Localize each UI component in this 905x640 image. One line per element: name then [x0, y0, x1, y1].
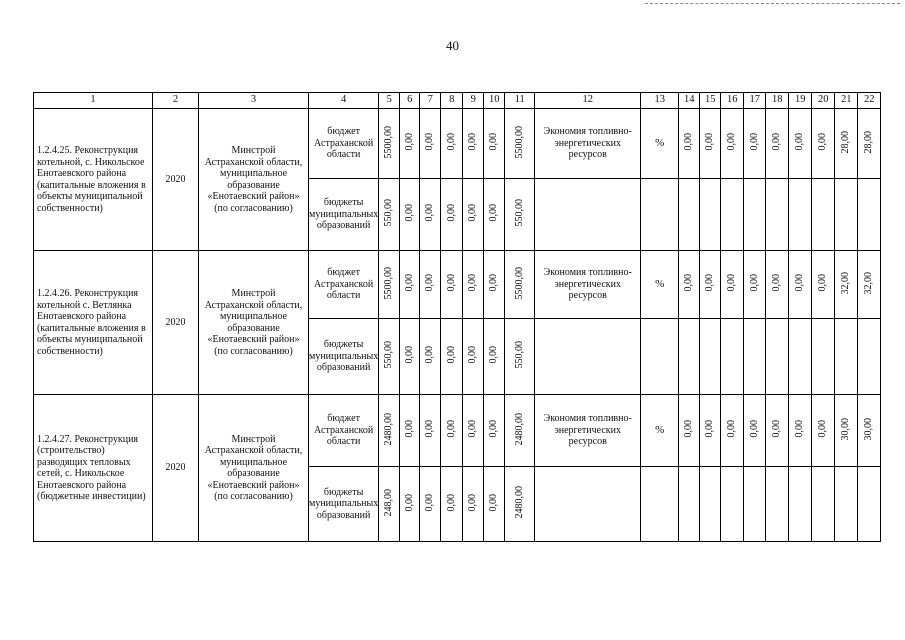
target-cell — [766, 395, 789, 467]
target-value: 30,00 — [863, 417, 875, 440]
empty-cell — [700, 319, 721, 395]
funding-cell — [484, 109, 505, 179]
funding-cell — [505, 467, 535, 542]
funding-cell — [505, 109, 535, 179]
target-value: 30,00 — [840, 417, 852, 440]
col-header: 19 — [789, 93, 812, 109]
empty-cell — [766, 319, 789, 395]
target-value: 0,00 — [704, 420, 716, 438]
col-header: 20 — [812, 93, 835, 109]
empty-cell — [789, 319, 812, 395]
target-cell — [858, 109, 881, 179]
funding-value: 550,00 — [513, 341, 525, 369]
table-row — [34, 251, 881, 319]
col-header: 14 — [679, 93, 700, 109]
target-cell — [744, 395, 766, 467]
target-cell — [789, 395, 812, 467]
target-cell — [700, 251, 721, 319]
funding-value: 550,00 — [383, 341, 395, 369]
funding-value: 5500,00 — [513, 125, 525, 158]
empty-cell — [535, 467, 641, 542]
empty-cell — [721, 179, 744, 251]
empty-cell — [721, 319, 744, 395]
unit-cell: % — [641, 251, 679, 319]
unit-cell: % — [641, 109, 679, 179]
col-header: 7 — [420, 93, 441, 109]
year-cell: 2020 — [153, 109, 199, 251]
funding-cell — [484, 319, 505, 395]
funding-value: 0,00 — [445, 420, 457, 438]
indicator-cell: Экономия топливно-энергетических ресурсов — [535, 395, 641, 467]
funding-value: 5500,00 — [383, 266, 395, 299]
funding-value: 0,00 — [488, 204, 500, 222]
funding-value: 0,00 — [403, 493, 415, 511]
target-value: 0,00 — [771, 274, 783, 292]
funding-source: бюджет Астраханской области — [309, 251, 379, 319]
target-value: 0,00 — [704, 274, 716, 292]
funding-value: 5500,00 — [383, 125, 395, 158]
col-header: 15 — [700, 93, 721, 109]
funding-cell — [379, 395, 400, 467]
funding-cell — [379, 251, 400, 319]
funding-cell — [463, 179, 484, 251]
executor-cell: Минстрой Астраханской области, муниципальное образование «Енотаевский район» (по согласованию) — [199, 395, 309, 542]
funding-source: бюджет Астраханской области — [309, 109, 379, 179]
funding-cell — [379, 319, 400, 395]
funding-cell — [400, 319, 420, 395]
target-cell — [679, 109, 700, 179]
target-value: 0,00 — [817, 274, 829, 292]
target-cell — [721, 395, 744, 467]
target-value: 0,00 — [726, 420, 738, 438]
target-cell — [721, 109, 744, 179]
target-cell — [679, 251, 700, 319]
target-value: 0,00 — [748, 133, 760, 151]
col-header: 1 — [34, 93, 153, 109]
target-cell — [744, 251, 766, 319]
empty-cell — [535, 179, 641, 251]
col-header: 5 — [379, 93, 400, 109]
funding-value: 0,00 — [424, 133, 436, 151]
target-value: 0,00 — [726, 133, 738, 151]
target-cell — [789, 251, 812, 319]
funding-cell — [441, 467, 463, 542]
target-value: 0,00 — [704, 133, 716, 151]
funding-cell — [400, 179, 420, 251]
table-row — [34, 109, 881, 179]
target-cell — [744, 109, 766, 179]
target-value: 28,00 — [840, 130, 852, 153]
funding-value: 0,00 — [467, 133, 479, 151]
funding-value: 0,00 — [403, 204, 415, 222]
funding-value: 0,00 — [445, 493, 457, 511]
funding-value: 550,00 — [513, 199, 525, 227]
col-header: 4 — [309, 93, 379, 109]
target-cell — [835, 395, 858, 467]
indicator-cell: Экономия топливно-энергетических ресурсов — [535, 251, 641, 319]
target-value: 0,00 — [794, 274, 806, 292]
funding-value: 248,00 — [383, 488, 395, 516]
empty-cell — [679, 467, 700, 542]
empty-cell — [858, 467, 881, 542]
col-header: 8 — [441, 93, 463, 109]
target-cell — [812, 395, 835, 467]
target-cell — [766, 109, 789, 179]
funding-cell — [484, 251, 505, 319]
funding-value: 0,00 — [467, 274, 479, 292]
target-cell — [721, 251, 744, 319]
target-cell — [835, 109, 858, 179]
measure-name: 1.2.4.26. Реконструкция котельной с. Ветлянка Енотаевского района (капитальные вложения в объекты муниципальной собственности) — [34, 251, 153, 395]
target-value: 0,00 — [726, 274, 738, 292]
funding-cell — [400, 109, 420, 179]
funding-value: 0,00 — [467, 420, 479, 438]
funding-cell — [441, 251, 463, 319]
funding-cell — [505, 395, 535, 467]
target-value: 0,00 — [771, 133, 783, 151]
top-rule — [645, 3, 900, 4]
funding-cell — [400, 395, 420, 467]
table-row — [34, 395, 881, 467]
target-value: 0,00 — [771, 420, 783, 438]
funding-value: 0,00 — [445, 274, 457, 292]
funding-cell — [379, 179, 400, 251]
col-header: 3 — [199, 93, 309, 109]
funding-value: 0,00 — [424, 346, 436, 364]
empty-cell — [744, 467, 766, 542]
funding-value: 0,00 — [445, 204, 457, 222]
col-header: 2 — [153, 93, 199, 109]
target-value: 0,00 — [817, 133, 829, 151]
funding-cell — [463, 109, 484, 179]
target-cell — [700, 395, 721, 467]
target-cell — [766, 251, 789, 319]
empty-cell — [835, 179, 858, 251]
empty-cell — [744, 179, 766, 251]
col-header: 11 — [505, 93, 535, 109]
measure-name: 1.2.4.25. Реконструкция котельной, с. Никольское Енотаевского района (капитальные вложения в объекты муниципальной собственности) — [34, 109, 153, 251]
funding-cell — [420, 179, 441, 251]
funding-cell — [379, 109, 400, 179]
empty-cell — [858, 319, 881, 395]
funding-cell — [441, 109, 463, 179]
funding-cell — [441, 319, 463, 395]
funding-cell — [441, 395, 463, 467]
funding-cell — [505, 251, 535, 319]
funding-cell — [463, 395, 484, 467]
funding-cell — [420, 395, 441, 467]
target-cell — [789, 109, 812, 179]
target-value: 0,00 — [794, 133, 806, 151]
target-value: 0,00 — [683, 133, 695, 151]
funding-value: 0,00 — [424, 493, 436, 511]
funding-cell — [463, 251, 484, 319]
funding-value: 0,00 — [488, 420, 500, 438]
col-header: 18 — [766, 93, 789, 109]
target-value: 32,00 — [863, 271, 875, 294]
funding-value: 0,00 — [403, 420, 415, 438]
funding-value: 0,00 — [488, 133, 500, 151]
target-value: 0,00 — [817, 420, 829, 438]
unit-cell: % — [641, 395, 679, 467]
empty-cell — [641, 319, 679, 395]
page-number: 40 — [446, 38, 459, 53]
empty-cell — [812, 467, 835, 542]
empty-cell — [835, 467, 858, 542]
funding-value: 0,00 — [403, 346, 415, 364]
program-table — [33, 92, 881, 542]
funding-value: 0,00 — [488, 274, 500, 292]
empty-cell — [700, 179, 721, 251]
funding-value: 2480,00 — [513, 412, 525, 445]
empty-cell — [721, 467, 744, 542]
funding-source: бюджет Астраханской области — [309, 395, 379, 467]
col-header: 21 — [835, 93, 858, 109]
year-cell: 2020 — [153, 251, 199, 395]
header-row — [34, 93, 881, 109]
funding-value: 5500,00 — [513, 266, 525, 299]
funding-cell — [441, 179, 463, 251]
empty-cell — [858, 179, 881, 251]
col-header: 13 — [641, 93, 679, 109]
funding-value: 550,00 — [383, 199, 395, 227]
funding-cell — [379, 467, 400, 542]
col-header: 12 — [535, 93, 641, 109]
target-cell — [835, 251, 858, 319]
funding-cell — [420, 467, 441, 542]
funding-cell — [420, 109, 441, 179]
col-header: 10 — [484, 93, 505, 109]
funding-cell — [505, 319, 535, 395]
funding-value: 0,00 — [488, 346, 500, 364]
empty-cell — [789, 179, 812, 251]
empty-cell — [766, 179, 789, 251]
funding-value: 0,00 — [403, 133, 415, 151]
funding-value: 2480,00 — [513, 486, 525, 519]
empty-cell — [641, 467, 679, 542]
empty-cell — [812, 319, 835, 395]
target-value: 0,00 — [683, 274, 695, 292]
funding-value: 0,00 — [467, 493, 479, 511]
empty-cell — [641, 179, 679, 251]
funding-cell — [400, 251, 420, 319]
empty-cell — [789, 467, 812, 542]
target-value: 0,00 — [748, 274, 760, 292]
funding-source: бюджеты муниципальных образований — [309, 319, 379, 395]
target-cell — [858, 395, 881, 467]
executor-cell: Минстрой Астраханской области, муниципальное образование «Енотаевский район» (по согласованию) — [199, 109, 309, 251]
funding-cell — [484, 395, 505, 467]
empty-cell — [766, 467, 789, 542]
empty-cell — [535, 319, 641, 395]
funding-cell — [463, 467, 484, 542]
funding-source: бюджеты муниципальных образований — [309, 179, 379, 251]
col-header: 17 — [744, 93, 766, 109]
funding-value: 0,00 — [424, 274, 436, 292]
funding-value: 0,00 — [488, 493, 500, 511]
target-value: 0,00 — [683, 420, 695, 438]
funding-value: 0,00 — [445, 346, 457, 364]
col-header: 16 — [721, 93, 744, 109]
target-value: 0,00 — [794, 420, 806, 438]
empty-cell — [679, 179, 700, 251]
funding-cell — [463, 319, 484, 395]
funding-cell — [484, 467, 505, 542]
funding-source: бюджеты муниципальных образований — [309, 467, 379, 542]
col-header: 6 — [400, 93, 420, 109]
col-header: 22 — [858, 93, 881, 109]
funding-cell — [420, 319, 441, 395]
indicator-cell: Экономия топливно-энергетических ресурсов — [535, 109, 641, 179]
empty-cell — [700, 467, 721, 542]
target-cell — [679, 395, 700, 467]
col-header: 9 — [463, 93, 484, 109]
target-cell — [812, 251, 835, 319]
empty-cell — [744, 319, 766, 395]
funding-cell — [484, 179, 505, 251]
target-cell — [700, 109, 721, 179]
empty-cell — [835, 319, 858, 395]
target-cell — [812, 109, 835, 179]
target-value: 28,00 — [863, 130, 875, 153]
funding-value: 2480,00 — [383, 412, 395, 445]
target-value: 0,00 — [748, 420, 760, 438]
funding-value: 0,00 — [467, 204, 479, 222]
funding-value: 0,00 — [403, 274, 415, 292]
year-cell: 2020 — [153, 395, 199, 542]
empty-cell — [812, 179, 835, 251]
funding-value: 0,00 — [445, 133, 457, 151]
funding-value: 0,00 — [424, 420, 436, 438]
funding-cell — [400, 467, 420, 542]
empty-cell — [679, 319, 700, 395]
measure-name: 1.2.4.27. Реконструкция (строительство) разводящих тепловых сетей, с. Никольское Енотаевского района (бюджетные инвестиции) — [34, 395, 153, 542]
target-value: 32,00 — [840, 271, 852, 294]
funding-value: 0,00 — [424, 204, 436, 222]
funding-cell — [505, 179, 535, 251]
target-cell — [858, 251, 881, 319]
funding-cell — [420, 251, 441, 319]
funding-value: 0,00 — [467, 346, 479, 364]
executor-cell: Минстрой Астраханской области, муниципальное образование «Енотаевский район» (по согласованию) — [199, 251, 309, 395]
